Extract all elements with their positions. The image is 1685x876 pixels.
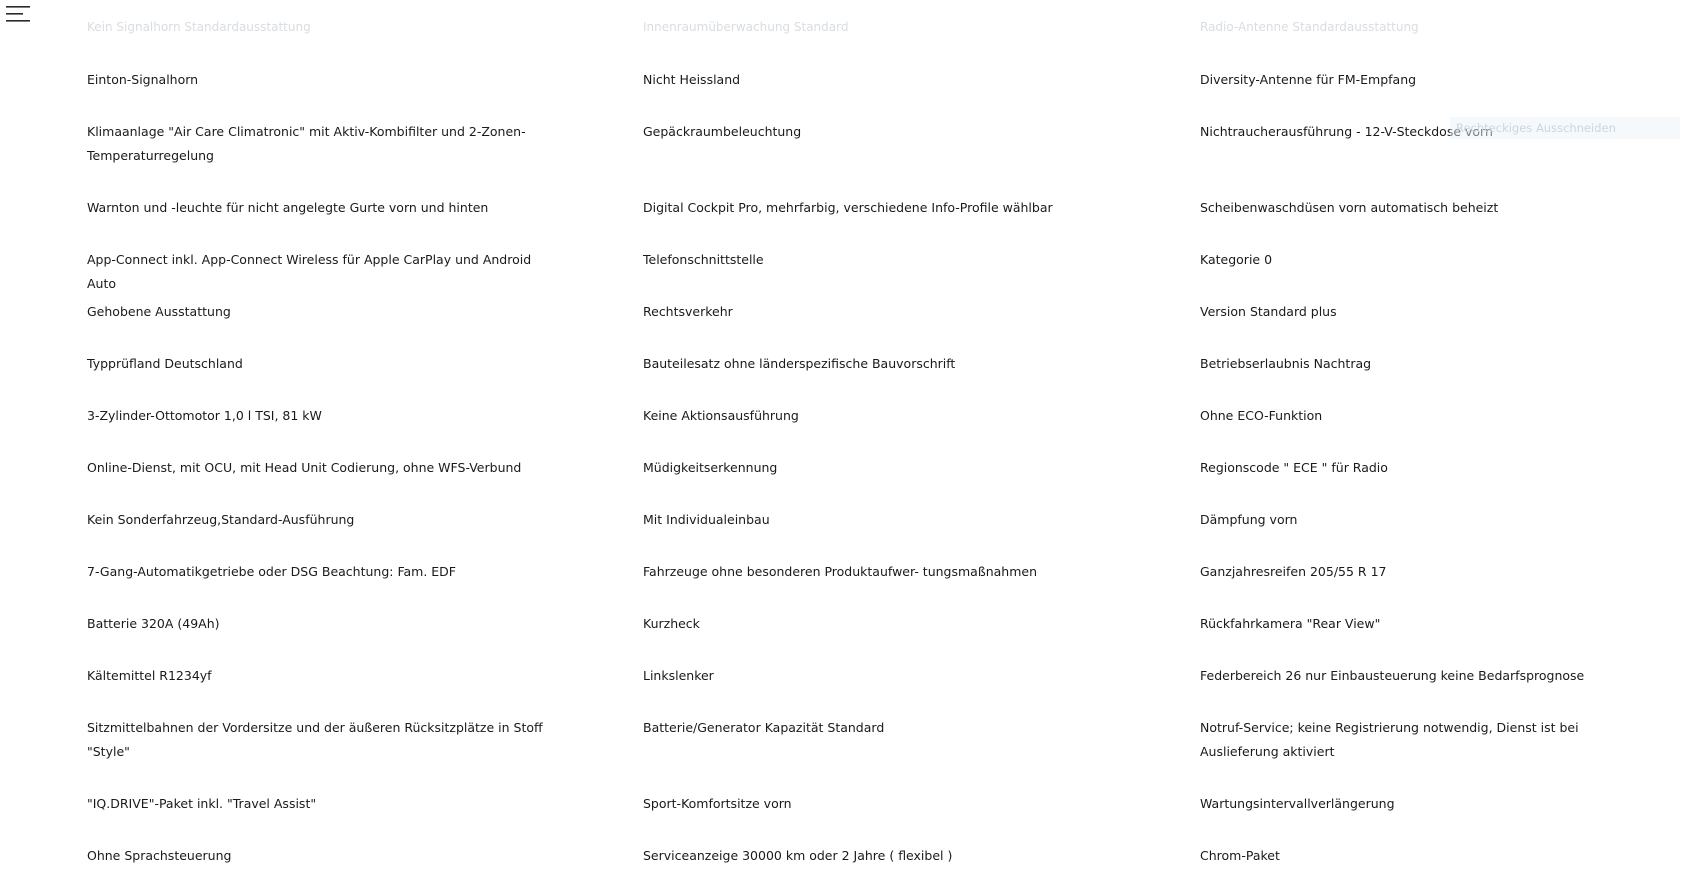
list-item: Gepäckraumbeleuchtung	[643, 124, 802, 139]
list-item: Rechtsverkehr	[643, 304, 733, 319]
list-item: Diversity-Antenne für FM-Empfang	[1200, 72, 1417, 87]
list-item: "IQ.DRIVE"-Paket inkl. "Travel Assist"	[87, 796, 317, 811]
faded-header-text: Kein Signalhorn Standardausstattung	[87, 20, 311, 34]
list-item: Federbereich 26 nur Einbausteuerung keine Bedarfsprognose	[1200, 668, 1585, 683]
list-item: Version Standard plus	[1200, 304, 1337, 319]
list-item: Linkslenker	[643, 668, 714, 683]
faded-header-row	[0, 20, 1685, 36]
list-item: Gehobene Ausstattung	[87, 304, 231, 319]
list-item: Nichtraucherausführung - 12-V-Steckdose vorn	[1200, 124, 1493, 139]
list-item: Wartungsintervallverlängerung	[1200, 796, 1395, 811]
list-item: Ganzjahresreifen 205/55 R 17	[1200, 564, 1387, 579]
list-item: Bauteilesatz ohne länderspezifische Bauvorschrift	[643, 356, 956, 371]
list-item: Keine Aktionsausführung	[643, 408, 799, 423]
faded-header-text: Radio-Antenne Standardausstattung	[1200, 20, 1419, 34]
list-item: Notruf-Service; keine Registrierung notwendig, Dienst ist bei Auslieferung aktiviert	[1200, 720, 1579, 759]
list-item: Kältemittel R1234yf	[87, 668, 212, 683]
list-item: Ohne ECO-Funktion	[1200, 408, 1323, 423]
list-item: Rückfahrkamera "Rear View"	[1200, 616, 1381, 631]
list-item: Sitzmittelbahnen der Vordersitze und der äußeren Rücksitzplätze in Stoff "Style"	[87, 720, 543, 759]
list-item: Nicht Heissland	[643, 72, 741, 87]
list-item: Regionscode " ECE " für Radio	[1200, 460, 1388, 475]
list-item: Kein Sonderfahrzeug,Standard-Ausführung	[87, 512, 355, 527]
list-item: Telefonschnittstelle	[643, 252, 764, 267]
list-item: Kurzheck	[643, 616, 700, 631]
list-item: Ohne Sprachsteuerung	[87, 848, 232, 863]
list-item: Scheibenwaschdüsen vorn automatisch beheizt	[1200, 200, 1499, 215]
list-item: Digital Cockpit Pro, mehrfarbig, verschiedene Info-Profile wählbar	[643, 200, 1053, 215]
tooltip: Rechteckiges Ausschneiden	[1450, 117, 1680, 139]
list-item: Müdigkeitserkennung	[643, 460, 778, 475]
list-item: Sport-Komfortsitze vorn	[643, 796, 792, 811]
list-item: Mit Individualeinbau	[643, 512, 770, 527]
list-item: Serviceanzeige 30000 km oder 2 Jahre ( flexibel )	[643, 848, 953, 863]
list-item: Kategorie 0	[1200, 252, 1273, 267]
list-item: Batterie/Generator Kapazität Standard	[643, 720, 885, 735]
list-item: Fahrzeuge ohne besonderen Produktaufwer- tungsmaßnahmen	[643, 564, 1038, 579]
list-item: Dämpfung vorn	[1200, 512, 1298, 527]
faded-header-text: Innenraumüberwachung Standard	[643, 20, 849, 34]
list-item: Typprüfland Deutschland	[87, 356, 243, 371]
list-item: 3-Zylinder-Ottomotor 1,0 l TSI, 81 kW	[87, 408, 322, 423]
list-item: Klimaanlage "Air Care Climatronic" mit Aktiv-Kombifilter und 2-Zonen-Temperaturregelung	[87, 124, 526, 163]
list-item: App-Connect inkl. App-Connect Wireless für Apple CarPlay und Android Auto	[87, 252, 532, 291]
list-item: Chrom-Paket	[1200, 848, 1280, 863]
list-item: Batterie 320A (49Ah)	[87, 616, 220, 631]
list-item: 7-Gang-Automatikgetriebe oder DSG Beachtung: Fam. EDF	[87, 564, 456, 579]
list-item: Warnton und -leuchte für nicht angelegte Gurte vorn und hinten	[87, 200, 489, 215]
list-item: Online-Dienst, mit OCU, mit Head Unit Codierung, ohne WFS-Verbund	[87, 460, 522, 475]
list-item: Einton-Signalhorn	[87, 72, 199, 87]
list-item: Betriebserlaubnis Nachtrag	[1200, 356, 1372, 371]
